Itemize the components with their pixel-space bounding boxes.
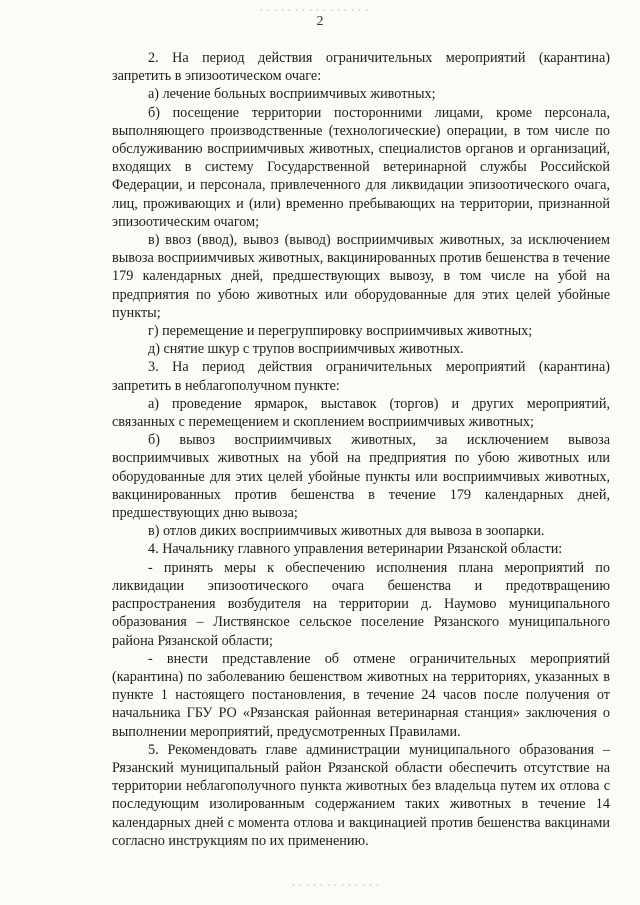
paragraph-2v: в) ввоз (ввод), вывоз (вывод) восприимчивых животных, за исключением вывоза восприимчивых животных, вакцинированных против бешенства в течение 179 календарных дней, предшествующих вывозу, в том числе на убой на предприятия по убою животных или оборудованные для этих целей убойные пункты;: [112, 232, 610, 321]
paragraph-3v: в) отлов диких восприимчивых животных для вывоза в зоопарки.: [148, 523, 545, 540]
paragraph-2d: д) снятие шкур с трупов восприимчивых животных.: [148, 341, 464, 358]
paragraph-4: 4. Начальнику главного управления ветеринарии Рязанской области:: [148, 541, 563, 558]
paragraph-2: 2. На период действия ограничительных мероприятий (карантина) запретить в эпизоотическом очаге:: [112, 50, 610, 85]
paragraph-5: 5. Рекомендовать главе администрации муниципального образования – Рязанский муниципальный район Рязанской области обеспечить отсутствие на территории неблагополучного пункта животных без владельца путем их отлова с последующим изолированным содержанием таких животных в течение 14 календарных дней с момента отлова и вакцинацией против бешенства вакцинами согласно инструкциям по их применению.: [112, 741, 610, 849]
paragraph-3: 3. На период действия ограничительных мероприятий (карантина) запретить в неблагополучном пункте:: [112, 359, 610, 394]
scan-noise-bottom: [290, 882, 380, 888]
paragraph-2a: а) лечение больных восприимчивых животных;: [148, 86, 436, 103]
paragraph-4-item-2: - внести представление об отмене ограничительных мероприятий (карантина) по заболеванию бешенством животных на территориях, указанных в пункте 1 настоящего постановления, в течение 24 часов после получения от начальника ГБУ РО «Рязанская районная ветеринарная станция» заключения о выполнении мероприятий, предусмотренных Правилами.: [112, 650, 610, 740]
page-number: 2: [316, 14, 324, 29]
paragraph-2b: б) посещение территории посторонними лицами, кроме персонала, выполняющего производственные (технологические) операции, в том числе по обслуживанию восприимчивых животных, специалистов органов и организаций, входящих в систему Государственной ветеринарной службы Российской Федерации, и персонала, привлеченного для ликвидации эпизоотического очага, лиц, проживающих и (или) временно пребывающих на территории, признанной эпизоотическим очагом;: [112, 104, 610, 230]
paragraph-4-item-1: - принять меры к обеспечению исполнения плана мероприятий по ликвидации эпизоотического очага бешенства и предотвращению распространения возбудителя на территории д. Наумово муниципального образования – Листвянское сельское поселение Рязанского муниципального района Рязанской области;: [112, 559, 610, 649]
scan-noise-top: [258, 7, 368, 13]
document-body: [112, 49, 610, 850]
paragraph-3a: а) проведение ярмарок, выставок (торгов) и других мероприятий, связанных с перемещением и скоплением восприимчивых животных;: [112, 395, 610, 431]
paragraph-3b: б) вывоз восприимчивых животных, за исключением вывоза восприимчивых животных на убой на предприятия по убою животных или оборудованные для этих целей убойные пункты или восприимчивых животных, вакцинированных против бешенства в течение 179 календарных дней, предшествующих дню вывоза;: [112, 432, 610, 522]
paragraph-2g: г) перемещение и перегруппировку восприимчивых животных;: [148, 323, 533, 340]
